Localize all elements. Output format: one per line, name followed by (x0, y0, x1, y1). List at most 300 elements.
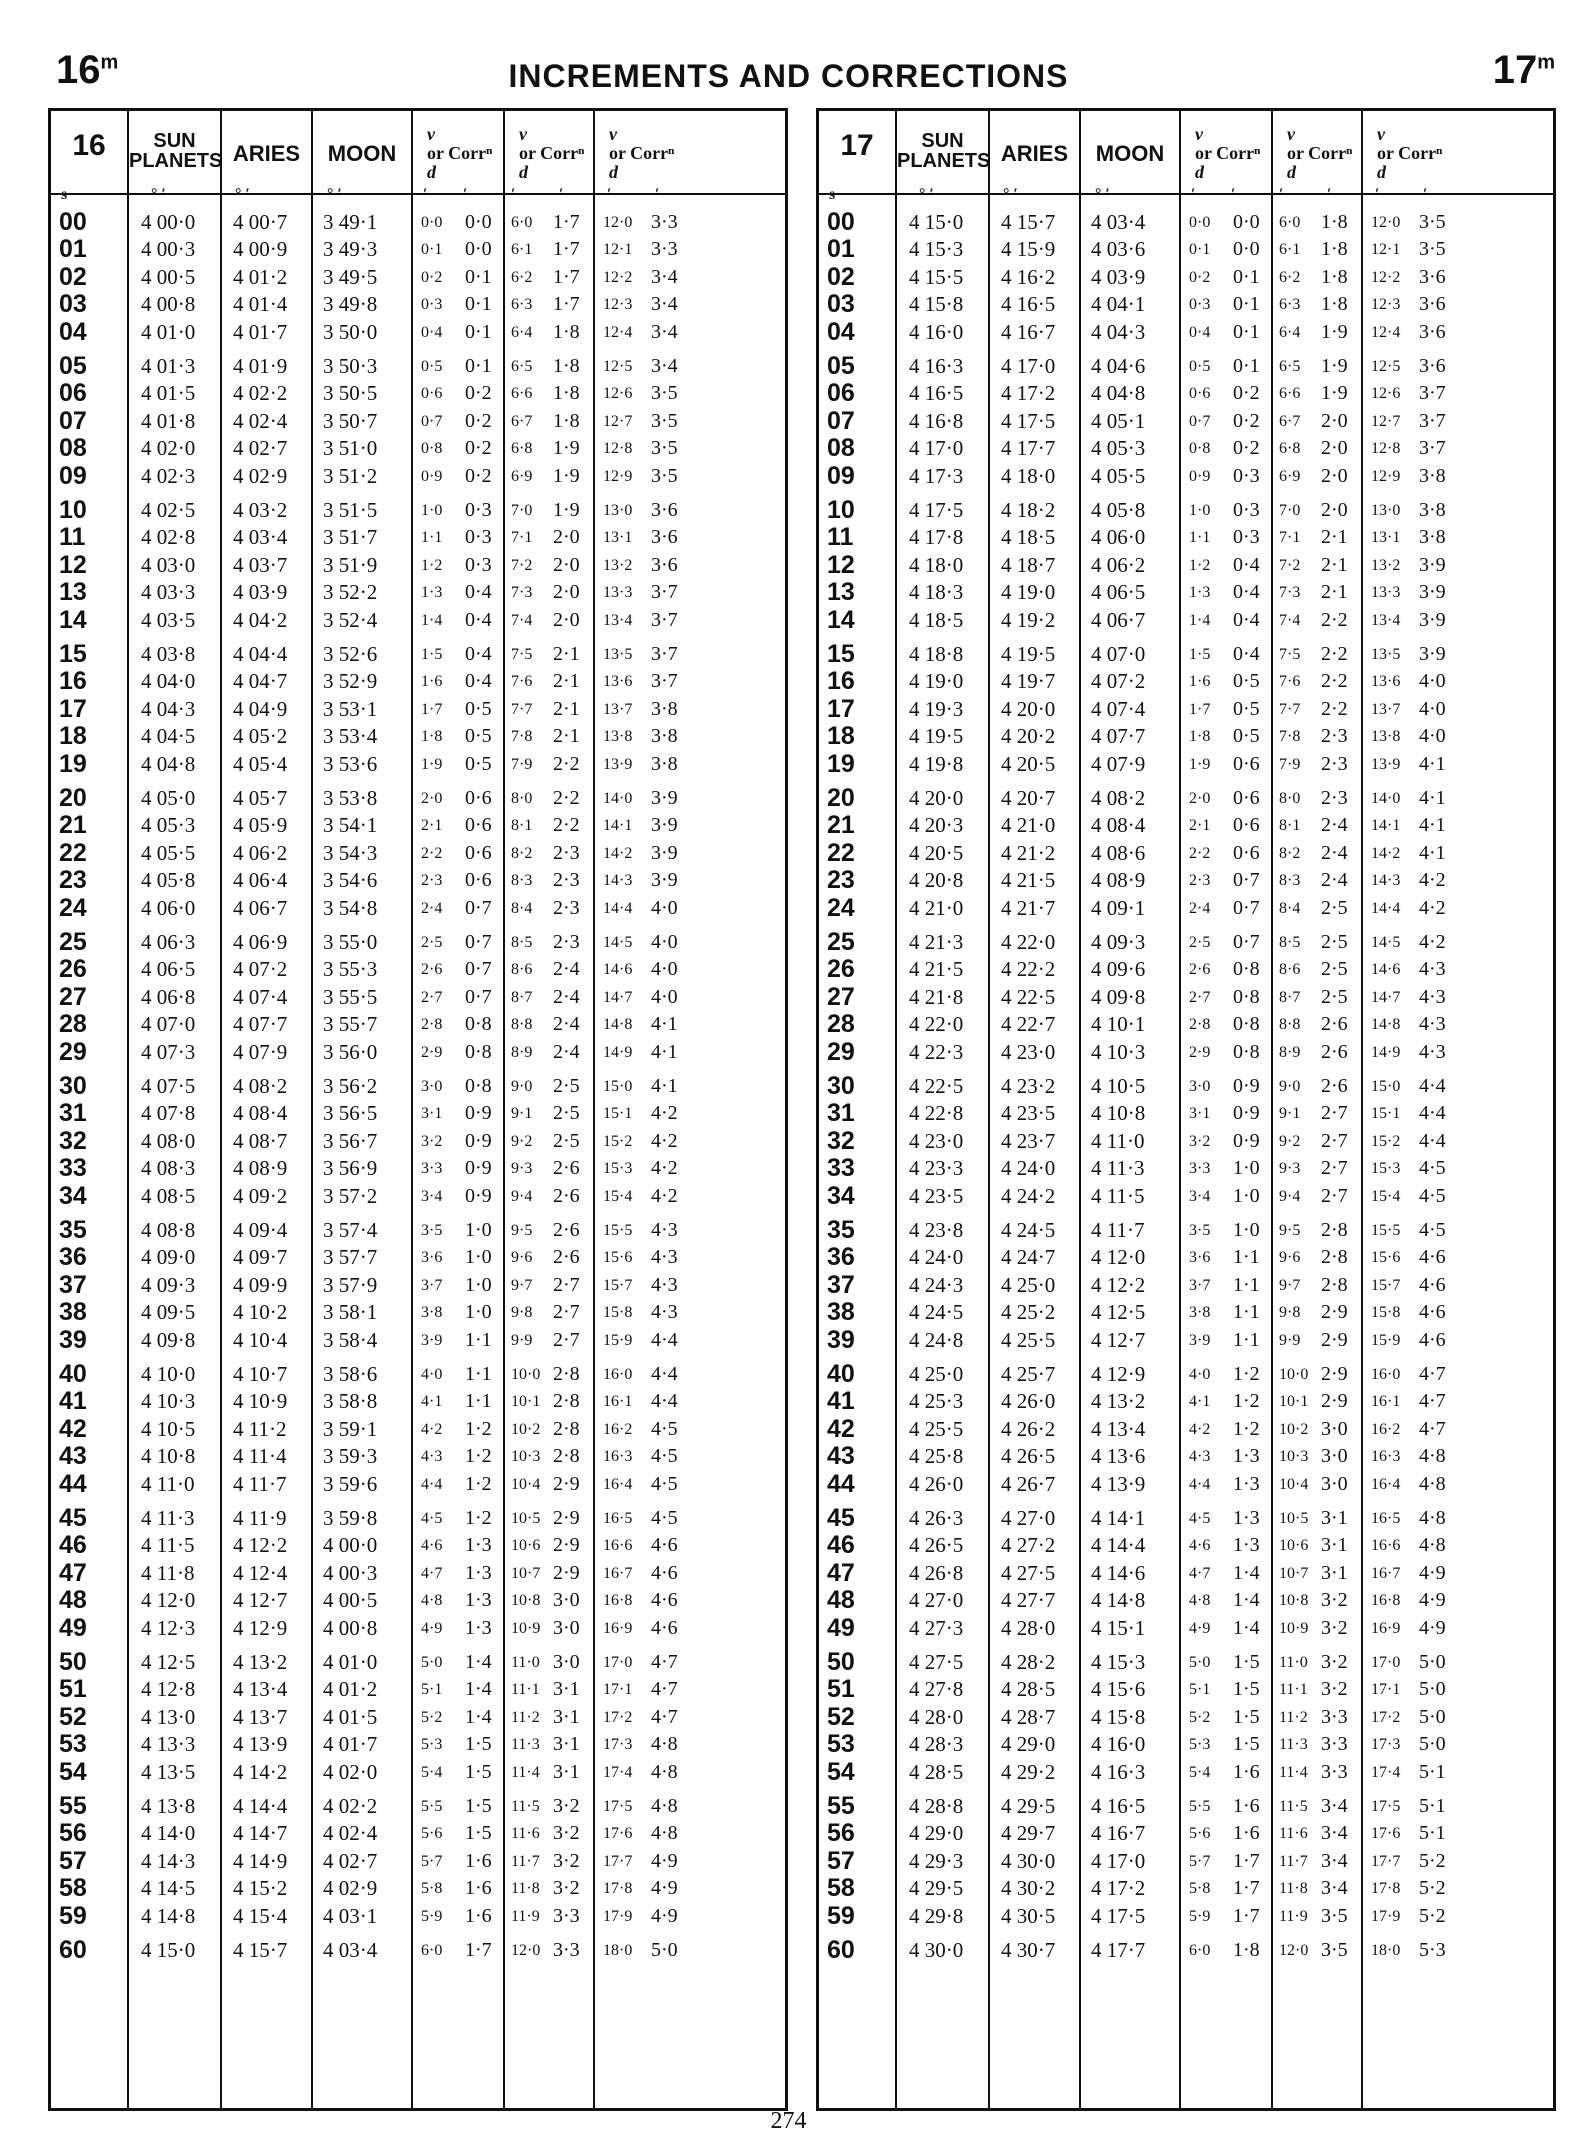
v-or-d: 13·8 (603, 728, 633, 746)
sun-planets-value: 4 24·3 (909, 1272, 964, 1297)
correction: 0·4 (465, 670, 492, 693)
v-or-d: 15·0 (603, 1078, 633, 1095)
table-row (819, 264, 1553, 291)
correction: 4·6 (651, 1561, 678, 1584)
v-or-d: 6·1 (1279, 241, 1301, 259)
v-or-d: 11·5 (1279, 1798, 1308, 1815)
correction: 2·6 (553, 1157, 580, 1180)
seconds: 10 (827, 496, 855, 524)
correction: 0·1 (1233, 265, 1260, 288)
moon-value: 3 49·1 (323, 210, 378, 234)
sun-planets-value: 4 00·8 (141, 292, 196, 317)
moon-value: 4 11·7 (1091, 1218, 1145, 1242)
aries-value: 4 03·4 (233, 525, 288, 550)
table-row (51, 929, 785, 956)
sun-planets-value: 4 29·8 (909, 1903, 964, 1928)
correction: 3·7 (651, 643, 678, 665)
sun-planets-value: 4 05·8 (141, 868, 196, 893)
moon-value: 3 50·5 (323, 381, 378, 406)
v-or-d: 17·3 (603, 1736, 633, 1754)
moon-value: 3 58·6 (323, 1362, 378, 1386)
aries-value: 4 16·7 (1001, 319, 1056, 344)
v-or-d: 4·4 (1189, 1475, 1211, 1493)
v-or-d: 14·9 (1371, 1043, 1401, 1061)
sun-planets-value: 4 19·8 (909, 751, 964, 776)
moon-value: 4 16·3 (1091, 1759, 1146, 1784)
seconds: 41 (827, 1387, 855, 1416)
correction: 2·9 (553, 1507, 580, 1529)
correction: 3·8 (1419, 464, 1446, 487)
v-or-d: 5·1 (1189, 1681, 1211, 1699)
seconds: 28 (59, 1010, 87, 1039)
correction: 3·5 (651, 437, 678, 460)
aries-value: 4 24·0 (1001, 1156, 1056, 1181)
v-or-d: 2·6 (421, 961, 443, 979)
correction: 1·2 (1233, 1363, 1260, 1385)
v-or-d: 16·8 (603, 1592, 633, 1610)
seconds: 07 (827, 406, 855, 435)
aries-value: 4 28·2 (1001, 1650, 1056, 1674)
v-or-d: 8·5 (511, 934, 533, 951)
sun-planets-value: 4 07·8 (141, 1101, 196, 1126)
table-row (819, 1848, 1553, 1875)
correction: 1·0 (465, 1219, 492, 1241)
correction: 1·7 (553, 211, 580, 233)
seconds: 08 (827, 434, 855, 463)
seconds: 20 (827, 784, 855, 812)
seconds: 01 (59, 235, 87, 264)
table-row (51, 1937, 785, 1964)
table-row (51, 236, 785, 263)
seconds: 04 (827, 317, 855, 346)
sun-planets-value: 4 04·3 (141, 696, 196, 721)
v-or-d: 11·0 (1279, 1654, 1308, 1671)
v-or-d: 12·3 (1371, 296, 1401, 314)
correction: 1·8 (1321, 211, 1348, 233)
sun-planets-value: 4 17·5 (909, 498, 964, 522)
correction: 4·2 (651, 1129, 678, 1152)
v-or-d: 12·0 (511, 1942, 541, 1959)
moon-value: 3 59·3 (323, 1444, 378, 1469)
table-row (51, 1128, 785, 1155)
v-or-d: 13·7 (1371, 700, 1401, 718)
seconds: 44 (827, 1469, 855, 1498)
moon-value: 4 12·7 (1091, 1327, 1146, 1352)
table-row (819, 1272, 1553, 1299)
seconds: 26 (827, 955, 855, 984)
aries-value: 4 26·0 (1001, 1389, 1056, 1414)
correction: 4·6 (1419, 1328, 1446, 1351)
sun-planets-value: 4 27·3 (909, 1615, 964, 1640)
sun-planets-value: 4 21·5 (909, 957, 964, 982)
correction: 2·0 (553, 581, 580, 604)
correction: 4·7 (1419, 1363, 1446, 1385)
v-or-d: 0·9 (421, 467, 443, 485)
aries-value: 4 22·2 (1001, 957, 1056, 982)
seconds: 13 (827, 578, 855, 607)
v-or-d: 17·0 (603, 1654, 633, 1671)
moon-value: 3 58·8 (323, 1389, 378, 1414)
aries-value: 4 23·0 (1001, 1039, 1056, 1064)
v-or-d: 15·5 (1371, 1222, 1401, 1239)
sun-planets-value: 4 24·5 (909, 1300, 964, 1325)
v-or-d: 11·8 (1279, 1880, 1308, 1898)
moon-value: 4 10·3 (1091, 1039, 1146, 1064)
sun-planets-value: 4 01·0 (141, 319, 196, 344)
correction: 3·4 (651, 293, 678, 316)
v-or-d: 17·5 (1371, 1798, 1401, 1815)
sun-planets-value: 4 09·5 (141, 1300, 196, 1325)
correction: 1·3 (1233, 1472, 1260, 1495)
table-row (51, 956, 785, 983)
v-or-d: 13·5 (1371, 646, 1401, 663)
correction: 1·5 (1233, 1733, 1260, 1756)
units-row (819, 181, 1553, 208)
v-or-d: 10·9 (511, 1619, 541, 1637)
seconds: 28 (827, 1010, 855, 1039)
v-or-d: 17·8 (1371, 1880, 1401, 1898)
seconds: 22 (827, 838, 855, 867)
v-or-d: 12·2 (603, 268, 633, 286)
moon-value: 4 15·8 (1091, 1704, 1146, 1729)
sun-planets-value: 4 09·3 (141, 1272, 196, 1297)
v-or-d: 6·9 (1279, 467, 1301, 485)
seconds: 30 (59, 1072, 87, 1100)
correction: 0·1 (465, 355, 492, 377)
correction: 3·0 (553, 1651, 580, 1673)
correction: 2·7 (1321, 1184, 1348, 1207)
v-or-d: 13·2 (1371, 556, 1401, 574)
v-or-d: 5·7 (421, 1852, 443, 1870)
sun-planets-value: 4 01·8 (141, 408, 196, 433)
moon-value: 4 09·3 (1091, 930, 1146, 954)
correction: 0·3 (1233, 464, 1260, 487)
aries-value: 4 07·9 (233, 1039, 288, 1064)
v-or-d: 7·5 (1279, 646, 1301, 663)
moon-value: 3 50·3 (323, 354, 378, 378)
table-row (51, 1388, 785, 1415)
moon-value: 4 08·6 (1091, 840, 1146, 865)
v-or-d: 5·2 (421, 1708, 443, 1726)
moon-value: 4 11·0 (1091, 1128, 1145, 1153)
sun-planets-value: 4 27·0 (909, 1588, 964, 1613)
correction: 5·3 (1419, 1939, 1446, 1961)
col-head-corr1: v or Corrⁿ d (1181, 111, 1273, 193)
correction: 3·1 (553, 1705, 580, 1728)
aries-value: 4 30·7 (1001, 1938, 1056, 1962)
correction: 1·2 (1233, 1417, 1260, 1440)
v-or-d: 11·6 (1279, 1825, 1308, 1843)
correction: 2·8 (553, 1417, 580, 1440)
moon-value: 3 50·7 (323, 408, 378, 433)
v-or-d: 16·6 (1371, 1537, 1401, 1555)
moon-value: 3 56·5 (323, 1101, 378, 1126)
moon-value: 4 05·1 (1091, 408, 1146, 433)
correction: 2·9 (553, 1561, 580, 1584)
moon-value: 3 54·1 (323, 813, 378, 838)
moon-value: 4 12·5 (1091, 1300, 1146, 1325)
correction: 4·0 (1419, 697, 1446, 720)
correction: 3·4 (1321, 1849, 1348, 1872)
seconds: 31 (827, 1099, 855, 1128)
v-or-d: 17·8 (603, 1880, 633, 1898)
correction: 0·5 (1233, 670, 1260, 693)
v-or-d: 12·6 (1371, 385, 1401, 403)
aries-value: 4 03·2 (233, 498, 288, 522)
v-or-d: 8·3 (1279, 872, 1301, 890)
correction: 2·2 (553, 814, 580, 837)
correction: 0·4 (1233, 581, 1260, 604)
correction: 0·7 (465, 985, 492, 1008)
correction: 5·1 (1419, 1822, 1446, 1845)
sun-planets-value: 4 15·8 (909, 292, 964, 317)
v-or-d: 8·4 (1279, 899, 1301, 917)
v-or-d: 10·7 (1279, 1564, 1309, 1582)
table-row (51, 812, 785, 839)
v-or-d: 9·1 (511, 1105, 533, 1123)
correction: 1·9 (553, 437, 580, 460)
seconds: 11 (827, 523, 854, 552)
correction: 3·0 (1321, 1472, 1348, 1495)
sun-planets-value: 4 10·5 (141, 1416, 196, 1441)
sun-planets-value: 4 18·0 (909, 552, 964, 577)
sun-planets-value: 4 20·8 (909, 868, 964, 893)
seconds: 54 (59, 1757, 87, 1786)
correction: 1·6 (465, 1877, 492, 1900)
seconds: 32 (827, 1126, 855, 1155)
correction: 1·8 (553, 382, 580, 405)
correction: 2·3 (553, 869, 580, 892)
correction: 4·7 (651, 1651, 678, 1673)
correction: 3·6 (651, 499, 678, 521)
correction: 1·3 (465, 1534, 492, 1557)
sun-planets-value: 4 09·8 (141, 1327, 196, 1352)
sun-planets-value: 4 30·0 (909, 1938, 964, 1962)
table-row (819, 524, 1553, 551)
sun-planets-value: 4 26·0 (909, 1471, 964, 1496)
seconds: 52 (827, 1702, 855, 1731)
table-row (51, 668, 785, 695)
table-row (51, 291, 785, 318)
sun-planets-value: 4 19·5 (909, 724, 964, 749)
correction: 5·0 (1419, 1678, 1446, 1701)
seconds: 23 (59, 866, 87, 895)
v-or-d: 6·4 (1279, 323, 1301, 341)
correction: 2·4 (553, 985, 580, 1008)
v-or-d: 0·8 (1189, 440, 1211, 458)
sun-planets-value: 4 16·5 (909, 381, 964, 406)
correction: 3·0 (1321, 1417, 1348, 1440)
seconds: 17 (827, 694, 855, 723)
v-or-d: 7·0 (511, 502, 533, 519)
moon-value: 4 08·9 (1091, 868, 1146, 893)
units-row (51, 181, 785, 208)
seconds: 29 (827, 1037, 855, 1066)
correction: 2·0 (1321, 464, 1348, 487)
v-or-d: 6·5 (1279, 358, 1301, 375)
correction: 0·4 (465, 643, 492, 665)
v-or-d: 4·7 (1189, 1564, 1211, 1582)
v-or-d: 5·2 (1189, 1708, 1211, 1726)
moon-value: 4 13·2 (1091, 1389, 1146, 1414)
sun-planets-value: 4 13·5 (141, 1759, 196, 1784)
moon-value: 4 05·5 (1091, 463, 1146, 488)
aries-value: 4 16·2 (1001, 264, 1056, 289)
v-or-d: 0·5 (421, 358, 443, 375)
seconds: 59 (59, 1901, 87, 1930)
correction: 3·5 (1419, 238, 1446, 261)
sun-planets-value: 4 12·5 (141, 1650, 196, 1674)
sun-planets-value: 4 21·0 (909, 895, 964, 920)
correction: 4·8 (1419, 1534, 1446, 1557)
table-row (51, 696, 785, 723)
correction: 4·3 (1419, 1013, 1446, 1036)
aries-value: 4 11·9 (233, 1506, 287, 1530)
correction: 3·2 (553, 1849, 580, 1872)
aries-value: 4 01·2 (233, 264, 288, 289)
correction: 0·8 (1233, 1013, 1260, 1036)
correction: 2·1 (553, 670, 580, 693)
v-or-d: 10·2 (511, 1420, 541, 1438)
v-or-d: 8·8 (1279, 1016, 1301, 1034)
correction: 3·2 (1321, 1616, 1348, 1639)
seconds: 33 (827, 1154, 855, 1183)
correction: 0·9 (465, 1129, 492, 1152)
seconds: 39 (59, 1325, 87, 1354)
table-row (51, 1532, 785, 1559)
sun-planets-value: 4 06·8 (141, 984, 196, 1009)
sun-planets-value: 4 12·3 (141, 1615, 196, 1640)
correction: 3·7 (1419, 409, 1446, 432)
moon-value: 4 14·6 (1091, 1560, 1146, 1585)
correction: 2·8 (553, 1390, 580, 1413)
v-or-d: 3·3 (421, 1160, 443, 1178)
aries-value: 4 23·2 (1001, 1074, 1056, 1098)
v-or-d: 0·4 (421, 323, 443, 341)
moon-value: 4 04·1 (1091, 292, 1146, 317)
unit-label: ′ (1375, 186, 1380, 203)
correction: 0·8 (465, 1040, 492, 1063)
v-or-d: 10·5 (1279, 1510, 1309, 1527)
v-or-d: 10·0 (1279, 1366, 1309, 1383)
sun-planets-value: 4 29·0 (909, 1821, 964, 1846)
table-row (819, 552, 1553, 579)
aries-value: 4 03·9 (233, 580, 288, 605)
v-or-d: 7·4 (511, 611, 533, 629)
v-or-d: 12·9 (1371, 467, 1401, 485)
v-or-d: 10·8 (1279, 1592, 1309, 1610)
v-or-d: 15·4 (1371, 1187, 1401, 1205)
correction: 3·9 (651, 841, 678, 864)
aries-value: 4 24·5 (1001, 1218, 1056, 1242)
correction: 2·9 (1321, 1328, 1348, 1351)
correction: 5·1 (1419, 1760, 1446, 1783)
seconds: 30 (827, 1072, 855, 1100)
v-or-d: 10·4 (511, 1475, 541, 1493)
v-or-d: 6·7 (1279, 412, 1301, 430)
correction: 3·3 (553, 1939, 580, 1961)
sun-planets-value: 4 13·8 (141, 1794, 196, 1818)
correction: 4·7 (1419, 1390, 1446, 1413)
correction: 3·1 (1321, 1534, 1348, 1557)
table-row (51, 353, 785, 380)
v-or-d: 8·0 (1279, 790, 1301, 807)
seconds: 39 (827, 1325, 855, 1354)
correction: 4·1 (1419, 787, 1446, 809)
v-or-d: 13·4 (603, 611, 633, 629)
correction: 3·8 (651, 697, 678, 720)
v-or-d: 3·9 (1189, 1331, 1211, 1349)
v-or-d: 14·0 (1371, 790, 1401, 807)
correction: 2·8 (1321, 1219, 1348, 1241)
correction: 1·7 (553, 265, 580, 288)
v-or-d: 5·8 (421, 1880, 443, 1898)
table-row (51, 319, 785, 346)
sun-planets-value: 4 04·0 (141, 669, 196, 694)
correction: 3·0 (553, 1589, 580, 1612)
v-or-d: 13·4 (1371, 611, 1401, 629)
moon-value: 3 57·7 (323, 1245, 378, 1270)
v-or-d: 13·5 (603, 646, 633, 663)
table-row (51, 1560, 785, 1587)
v-or-d: 16·8 (1371, 1592, 1401, 1610)
correction: 1·2 (1233, 1390, 1260, 1413)
correction: 0·6 (465, 814, 492, 837)
aries-value: 4 25·2 (1001, 1300, 1056, 1325)
correction: 2·4 (553, 1040, 580, 1063)
correction: 2·9 (553, 1534, 580, 1557)
v-or-d: 7·9 (511, 755, 533, 773)
aries-value: 4 15·2 (233, 1876, 288, 1901)
v-or-d: 16·3 (1371, 1448, 1401, 1466)
moon-value: 4 05·8 (1091, 498, 1146, 522)
sun-planets-value: 4 08·8 (141, 1218, 196, 1242)
correction: 0·1 (465, 293, 492, 316)
seconds: 11 (59, 523, 86, 552)
correction: 0·5 (1233, 697, 1260, 720)
v-or-d: 0·3 (1189, 296, 1211, 314)
seconds: 33 (59, 1154, 87, 1183)
table-row (819, 291, 1553, 318)
v-or-d: 3·7 (1189, 1276, 1211, 1294)
correction: 3·3 (1321, 1705, 1348, 1728)
correction: 3·2 (553, 1795, 580, 1817)
sun-planets-value: 4 15·3 (909, 237, 964, 262)
v-or-d: 6·0 (1189, 1942, 1211, 1959)
correction: 2·4 (1321, 869, 1348, 892)
aries-value: 4 18·0 (1001, 463, 1056, 488)
aries-value: 4 07·2 (233, 957, 288, 982)
table-row (51, 380, 785, 407)
moon-value: 4 15·6 (1091, 1677, 1146, 1702)
moon-value: 3 52·4 (323, 607, 378, 632)
table-row (51, 1272, 785, 1299)
sun-planets-value: 4 17·0 (909, 436, 964, 461)
v-or-d: 8·6 (1279, 961, 1301, 979)
v-or-d: 15·9 (603, 1331, 633, 1349)
v-or-d: 17·6 (1371, 1825, 1401, 1843)
sun-planets-value: 4 27·5 (909, 1650, 964, 1674)
v-or-d: 2·4 (421, 899, 443, 917)
v-or-d: 13·6 (603, 673, 633, 691)
moon-value: 3 54·3 (323, 840, 378, 865)
correction: 5·0 (651, 1939, 678, 1961)
correction: 4·8 (1419, 1472, 1446, 1495)
table-row (819, 984, 1553, 1011)
aries-value: 4 29·2 (1001, 1759, 1056, 1784)
v-or-d: 11·3 (511, 1736, 540, 1754)
correction: 0·9 (465, 1184, 492, 1207)
